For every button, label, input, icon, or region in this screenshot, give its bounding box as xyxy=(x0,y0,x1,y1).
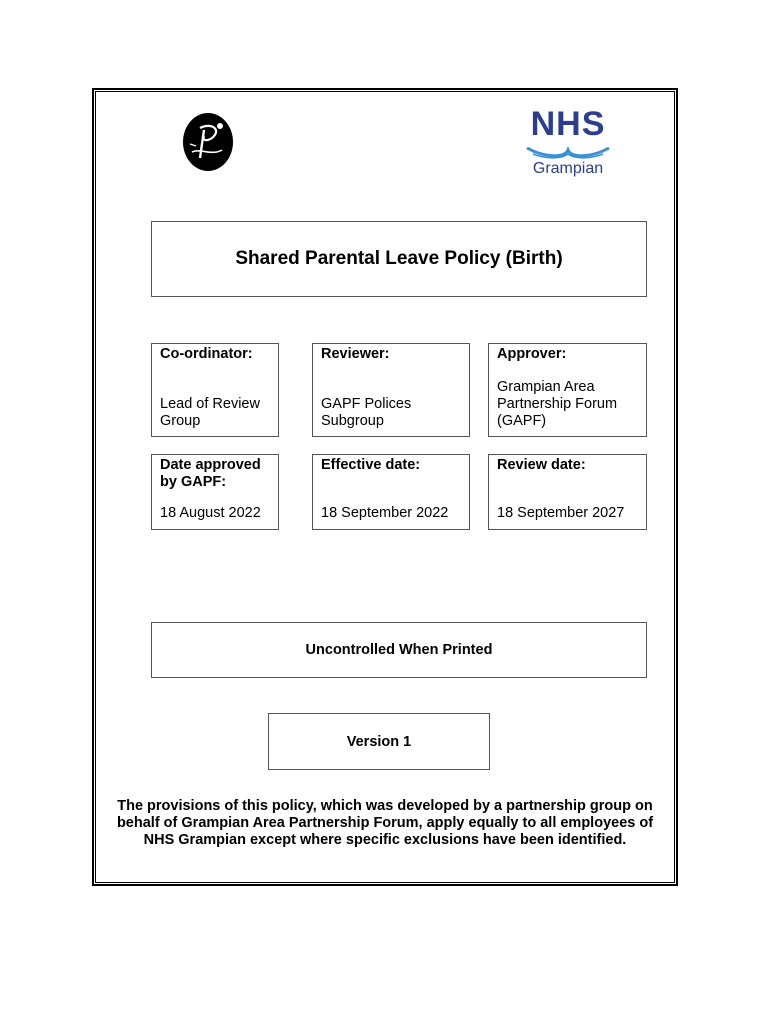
coordinator-cell xyxy=(151,343,279,437)
uncontrolled-notice xyxy=(151,622,647,678)
uncontrolled-text: Uncontrolled When Printed xyxy=(305,642,493,658)
title-box xyxy=(151,221,647,297)
reviewer-cell xyxy=(312,343,470,437)
version-text: Version 1 xyxy=(346,733,412,750)
reviewer-label: Reviewer: xyxy=(321,346,390,362)
review-date-value: 18 September 2027 xyxy=(497,505,625,521)
nhs-logo-subtitle: Grampian xyxy=(532,160,604,177)
review-date-cell xyxy=(488,454,647,530)
coordinator-value: Lead of Review Group xyxy=(160,396,260,429)
date-approved-label: Date approved by GAPF: xyxy=(160,457,261,490)
date-approved-cell xyxy=(151,454,279,530)
approver-cell xyxy=(488,343,647,437)
nhs-wave-icon xyxy=(525,142,611,160)
page-title: Shared Parental Leave Policy (Birth) xyxy=(235,248,563,269)
coordinator-label: Co-ordinator: xyxy=(160,346,253,362)
effective-date-cell xyxy=(312,454,470,530)
nhs-grampian-logo xyxy=(525,106,611,180)
review-date-label: Review date: xyxy=(497,457,586,473)
partnership-logo-icon xyxy=(182,112,234,172)
approver-value: Grampian Area Partnership Forum (GAPF) xyxy=(497,379,618,429)
version-box xyxy=(268,713,490,770)
effective-date-value: 18 September 2022 xyxy=(321,505,449,521)
effective-date-label: Effective date: xyxy=(321,457,421,473)
approver-label: Approver: xyxy=(497,346,567,362)
policy-provisions-statement: The provisions of this policy, which was developed by a partnership group on behalf of Grampian Area Partnership Forum, apply equally to all employees of NHS Grampian except where specific exclusions have been identified. xyxy=(116,798,654,848)
nhs-logo-text: NHS xyxy=(530,105,606,143)
reviewer-value: GAPF Polices Subgroup xyxy=(321,396,412,429)
date-approved-value: 18 August 2022 xyxy=(160,505,261,521)
